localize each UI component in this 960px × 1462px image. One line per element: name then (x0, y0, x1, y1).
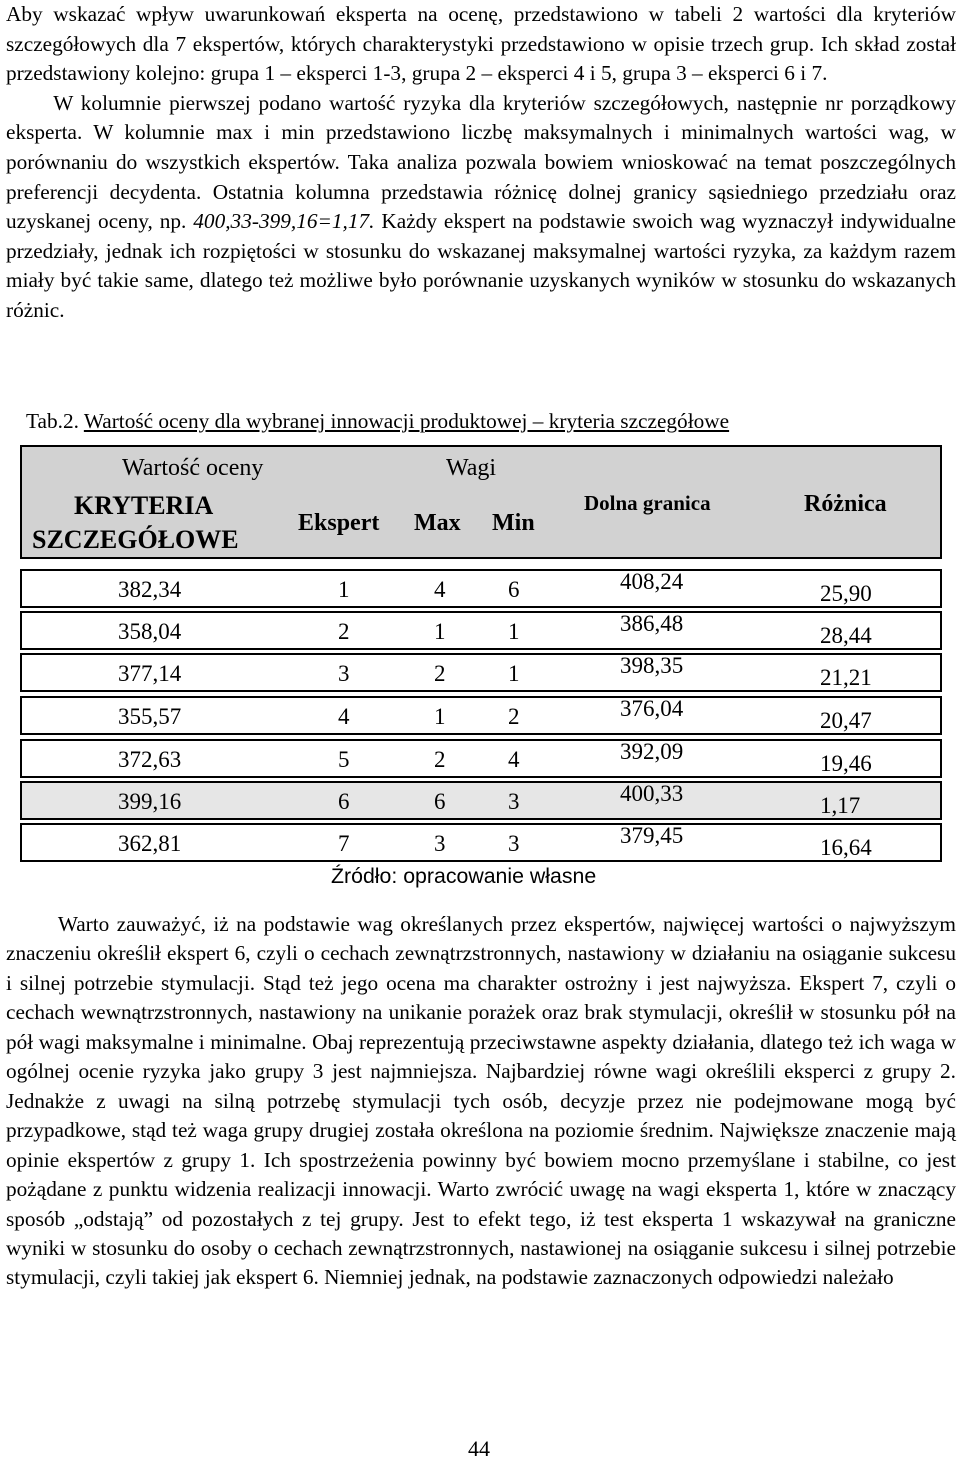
table-header (20, 445, 942, 559)
table-caption-prefix: Tab.2. (26, 409, 84, 433)
cell-roznica: 21,21 (820, 665, 872, 690)
cell-dolna-granica: 400,33 (620, 781, 684, 806)
header-wartosc-oceny: Wartość oceny (122, 455, 264, 481)
table-row (20, 569, 942, 608)
table-row (20, 653, 942, 692)
cell-min: 4 (508, 747, 520, 772)
intro-example-formula: 400,33-399,16=1,17. (193, 209, 375, 234)
intro-sentence-1: Aby wskazać wpływ uwarunkowań eksperta na ocenę, przedstawiono w tabeli 2 wartości dla kryteriów szczegółowych dla 7 ekspertów, których charakterystyki przedstawiono w opisie trzech grup. Ich skład został przedstawiony kolejno: grupa 1 – eksperci 1-3, grupa 2 – eksperci 4 i 5, grupa 3 – eksperci 6 i 7. (6, 2, 956, 86)
table-caption-title: Wartość oceny dla wybranej innowacji produktowej – kryteria szczegółowe (83, 409, 730, 433)
cell-roznica: 19,46 (820, 751, 872, 776)
cell-min: 1 (508, 619, 520, 644)
discussion-text: Warto zauważyć, iż na podstawie wag określanych przez ekspertów, najwięcej wartości o najwyższym znaczeniu określił ekspert 6, czyli o cechach zewnątrzstronnych, nastawiony w działaniu na osiąganie sukcesu i silnej potrzebie stymulacji. Stąd też jego ocena ma charakter ostrożny i jest najwyższa. Ekspert 7, czyli o cechach wewnątrzstronnych, nastawiony na unikanie porażek oraz brak stymulacji, określił w stosunku pół na pół wagi maksymalne i minimalne. Obaj reprezentują przeciwstawne aspekty działania, dlatego też ich waga w ogólnej ocenie ryzyka jako grupy 3 jest najmniejsza. Najbardziej równe wagi określili eksperci z grupy 2. Jednakże z uwagi na silną potrzebę stymulacji tych osób, decyzje przez nie podejmowane mogą być przypadkowe, stąd też waga grupy drugiej została określona na poziomie średnim. Największe znaczenie mają opinie ekspertów z grupy 1. Ich spostrzeżenia powinny być bowiem mocno przemyślane i stabilne, co jest pożądane z punktu widzenia realizacji innowacji. Warto zwrócić uwagę na wagi eksperta 1, które w znaczący sposób „odstają” od pozostałych z tej grupy. Jest to efekt tego, iż test eksperta 1 wskazywał na graniczne wyniki w stosunku do osoby o cechach zewnątrzstronnych, nastawionej na osiąganie sukcesu i silnej potrzebie stymulacji, czyli takiej jak ekspert 6. Niemniej jednak, na podstawie zaznaczonych odpowiedzi należało (6, 912, 956, 1290)
cell-min: 6 (508, 577, 520, 602)
table-row-highlighted (20, 781, 942, 820)
cell-kryteria: 399,16 (118, 789, 182, 814)
cell-kryteria: 355,57 (118, 704, 182, 729)
cell-min: 3 (508, 831, 520, 856)
cell-dolna-granica: 392,09 (620, 739, 684, 764)
cell-ekspert: 4 (338, 704, 350, 729)
header-wagi: Wagi (446, 455, 497, 481)
cell-ekspert: 3 (338, 661, 350, 686)
cell-dolna-granica: 376,04 (620, 696, 684, 721)
cell-ekspert: 7 (338, 831, 350, 856)
cell-min: 3 (508, 789, 520, 814)
cell-roznica: 20,47 (820, 708, 872, 733)
cell-max: 2 (434, 661, 446, 686)
cell-max: 1 (434, 704, 446, 729)
cell-max: 1 (434, 619, 446, 644)
cell-dolna-granica: 379,45 (620, 823, 684, 848)
cell-dolna-granica: 398,35 (620, 653, 684, 678)
header-ekspert: Ekspert (298, 510, 380, 536)
table-caption (26, 409, 729, 434)
table-source: Źródło: opracowanie własne (331, 864, 597, 888)
cell-ekspert: 2 (338, 619, 350, 644)
discussion-paragraph (6, 910, 956, 1293)
cell-ekspert: 1 (338, 577, 350, 602)
cell-min: 2 (508, 704, 520, 729)
intro-paragraph (6, 0, 956, 326)
cell-roznica: 1,17 (820, 793, 861, 818)
cell-dolna-granica: 386,48 (620, 611, 684, 636)
cell-max: 2 (434, 747, 446, 772)
cell-ekspert: 5 (338, 747, 350, 772)
cell-kryteria: 362,81 (118, 831, 182, 856)
table-row (20, 739, 942, 778)
cell-ekspert: 6 (338, 789, 350, 814)
cell-max: 4 (434, 577, 446, 602)
table-row (20, 696, 942, 735)
header-kryteria-line2: SZCZEGÓŁOWE (32, 525, 239, 554)
header-max: Max (414, 510, 461, 536)
cell-roznica: 28,44 (820, 623, 872, 648)
page-number: 44 (468, 1436, 490, 1461)
table-row (20, 611, 942, 650)
cell-kryteria: 377,14 (118, 661, 182, 686)
intro-sentence-4: Każdy ekspert na podstawie swoich wag wyznaczył indywidualne przedziały, jednak ich rozpiętości w stosunku do wskazanej maksymalnej wartości ryzyka, za każdym razem miały być takie same, dlatego też możliwe było porównanie uzyskanych wyników w stosunku do wskazanych różnic. (6, 209, 957, 322)
cell-kryteria: 372,63 (118, 747, 182, 772)
header-min: Min (492, 510, 535, 536)
cell-roznica: 16,64 (820, 835, 872, 860)
cell-kryteria: 358,04 (118, 619, 182, 644)
cell-roznica: 25,90 (820, 581, 872, 606)
header-roznica: Różnica (804, 491, 887, 517)
cell-max: 6 (434, 789, 446, 814)
cell-dolna-granica: 408,24 (620, 569, 684, 594)
cell-kryteria: 382,34 (118, 577, 182, 602)
header-kryteria-line1: KRYTERIA (74, 491, 214, 520)
header-dolna-granica: Dolna granica (584, 491, 711, 515)
intro-sentence-2: W kolumnie pierwszej podano wartość ryzyka dla kryteriów szczegółowych, następnie nr porządkowy eksperta. W kolumnie max i min przedstawiono liczbę maksymalnych i minimalnych wartości wag, w porównaniu do wszystkich ekspertów. Taka analiza pozwala bowiem wnioskować na temat poszczególnych preferencji decydenta. Ostatnia kolumna przedstawia różnicę dolnej granicy sąsiedniego przedziału oraz uzyskanej oceny, np. (6, 90, 957, 234)
cell-max: 3 (434, 831, 446, 856)
cell-min: 1 (508, 661, 520, 686)
table-row (20, 823, 942, 862)
